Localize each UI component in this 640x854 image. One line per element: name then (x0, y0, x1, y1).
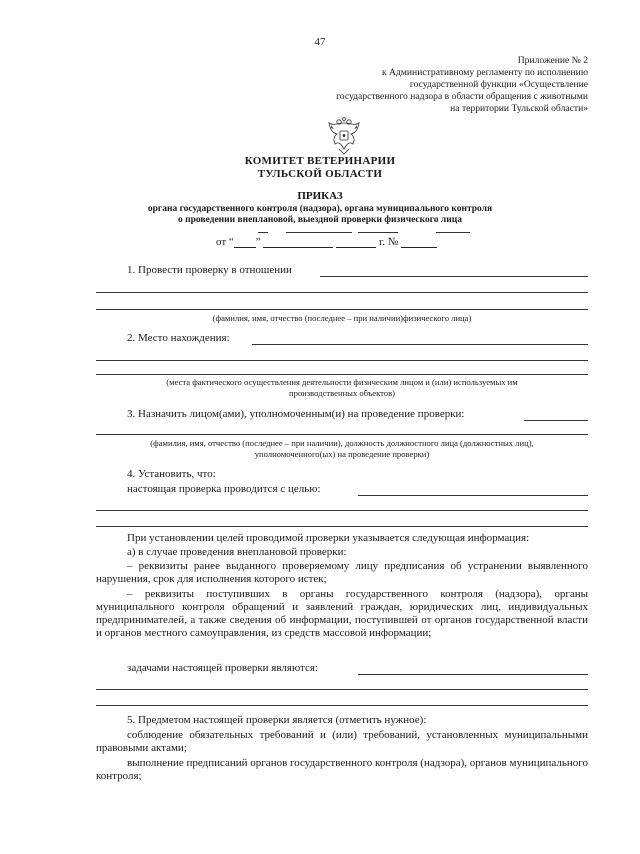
date-prefix: от “ (216, 236, 234, 248)
subject-item: соблюдение обязательных требований и (или) требований, установленных муниципальными правовыми актами; (96, 729, 588, 754)
info-paragraph: а) в случае проведения внеплановой проверки: (127, 546, 347, 558)
appendix-line: к Административному регламенту по исполнению (381, 67, 588, 78)
section-2-label: 2. Место нахождения: (127, 332, 230, 344)
date-overline (258, 232, 268, 233)
order-date-line (216, 235, 437, 248)
day-field[interactable] (234, 235, 256, 248)
date-year-suffix: г. № (378, 236, 399, 248)
info-paragraph: При установлении целей проводимой проверки указывается следующая информация: (127, 532, 530, 544)
document-subtitle (0, 204, 640, 226)
section-5-label: 5. Предметом настоящей проверки является (отметить нужное): (127, 714, 427, 726)
appendix-line: государственного надзора в области обращения с животными (336, 91, 588, 102)
page-number: 47 (314, 36, 326, 48)
order-number-field[interactable] (401, 235, 437, 248)
input-line[interactable] (96, 309, 588, 310)
coat-of-arms-icon (327, 117, 361, 155)
input-line[interactable] (358, 495, 588, 496)
input-line[interactable] (96, 689, 588, 690)
input-line[interactable] (358, 674, 588, 675)
date-overline (436, 232, 470, 233)
appendix-line: Приложение № 2 (517, 55, 588, 66)
input-line[interactable] (252, 344, 588, 345)
info-paragraph: – реквизиты поступивших в органы государственного контроля (надзора), органы муниципального контроля обращений и заявлений граждан, юридических лиц, индивидуальных предпринимателей, а также сведения об информации, поступившей от органов государственной власти и органов местного самоуправления, из средств массовой информации; (96, 588, 588, 639)
purpose-label: настоящая проверка проводится с целью: (127, 483, 321, 495)
input-line[interactable] (96, 292, 588, 293)
month-field[interactable] (263, 235, 333, 248)
input-line[interactable] (96, 526, 588, 527)
subtitle-line: о проведении внеплановой, выездной проверки физического лица (178, 215, 462, 225)
org-line: КОМИТЕТ ВЕТЕРИНАРИИ (244, 155, 396, 167)
tasks-label: задачами настоящей проверки являются: (127, 662, 318, 674)
input-line[interactable] (96, 374, 588, 375)
organization-name (0, 155, 640, 181)
input-line[interactable] (96, 360, 588, 361)
subject-item: выполнение предписаний органов государственного контроля (надзора), органов муниципального контроля; (96, 757, 589, 782)
input-line[interactable] (96, 434, 588, 435)
section-1-label: 1. Провести проверку в отношении (127, 264, 292, 276)
appendix-line: государственной функции «Осуществление (409, 79, 588, 90)
date-overline (286, 232, 352, 233)
field-caption: (фамилия, имя, отчество (последнее – при наличии)физического лица) (212, 313, 472, 323)
subtitle-line: органа государственного контроля (надзора), органа муниципального контроля (147, 204, 493, 214)
appendix-header (288, 55, 588, 115)
field-caption: (фамилия, имя, отчество (последнее – при наличии), должность должностного лица (должностных лиц), (150, 438, 534, 448)
info-paragraph: – реквизиты ранее выданного проверяемому лицу предписания об устранении выявленного нарушения, срок для исполнения которого истек; (96, 560, 588, 585)
year-field[interactable] (336, 235, 376, 248)
input-line[interactable] (96, 705, 588, 706)
input-line[interactable] (320, 276, 588, 277)
date-overline (358, 232, 398, 233)
org-line: ТУЛЬСКОЙ ОБЛАСТИ (257, 168, 383, 180)
document-title: ПРИКАЗ (297, 190, 343, 202)
input-line[interactable] (524, 420, 588, 421)
appendix-line: на территории Тульской области» (450, 103, 588, 114)
field-caption: производственных объектов) (288, 388, 396, 398)
field-caption: (места фактического осуществления деятельности физическим лицом и (или) используемых им (166, 377, 518, 387)
section-3-label: 3. Назначить лицом(ами), уполномоченным(и) на проведение проверки: (127, 408, 465, 420)
field-caption: уполномоченного(ых) на проведение проверки) (254, 449, 430, 459)
input-line[interactable] (96, 510, 588, 511)
section-4-label: 4. Установить, что: (127, 468, 216, 480)
date-quote-close: ” (255, 236, 261, 248)
